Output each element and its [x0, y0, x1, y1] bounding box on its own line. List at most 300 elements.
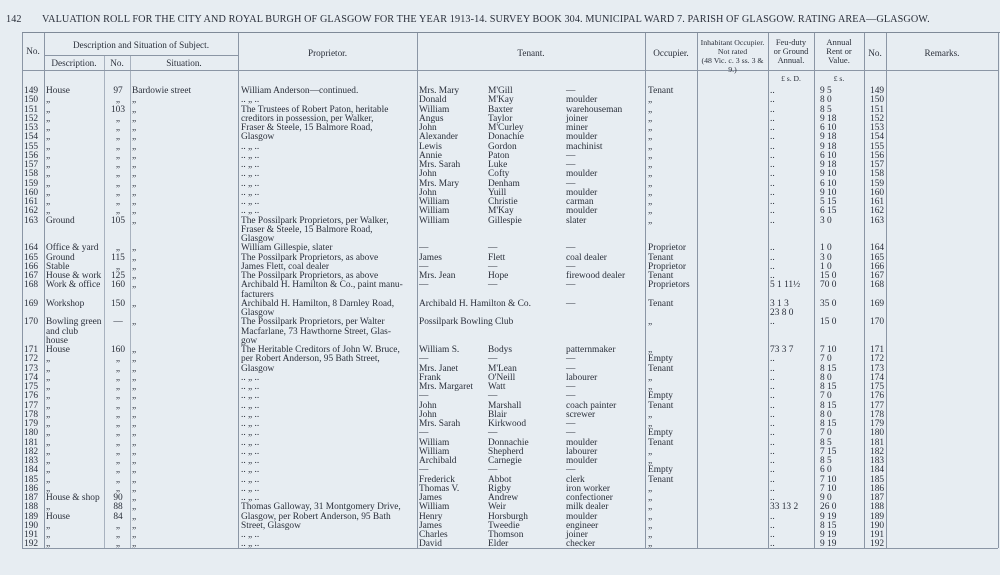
entry-description: „ [46, 113, 51, 124]
entry-tenant-occupation: coach painter [566, 400, 617, 411]
entry-description: „ [46, 465, 51, 476]
entry-number: 159 [24, 178, 39, 189]
entry-proprietor: .. „ .. [241, 456, 260, 466]
entry-tenant-occupation: — [566, 86, 576, 96]
entry-situation: „ [132, 474, 137, 485]
entry-tenant-occupation: warehouseman [566, 104, 623, 115]
entry-annual-rent: 9 5 [820, 86, 832, 96]
entry-number: 180 [24, 428, 39, 439]
entry-tenant-occupation: patternmaker [566, 345, 616, 355]
entry-number-right: 172 [870, 354, 885, 365]
entry-occupier: Tenant [648, 252, 674, 263]
entry-number-right: 185 [870, 474, 885, 485]
entry-street-number: „ [115, 169, 121, 180]
entry-street-number: „ [115, 474, 121, 485]
entry-tenant-first: Charles [419, 530, 448, 540]
entry-number-right: 187 [870, 493, 885, 503]
entry-situation: „ [132, 437, 137, 448]
entry-feu-duty: .. [770, 197, 775, 207]
entry-annual-rent: 15 0 [820, 317, 837, 328]
entry-tenant-first: James [419, 252, 442, 263]
entry-description: „ [46, 372, 51, 383]
entry-tenant-first: John [419, 123, 437, 133]
entry-feu-duty: .. [770, 123, 775, 133]
entry-number: 164 [24, 243, 39, 254]
entry-proprietor: .. „ .. [241, 483, 260, 494]
entry-street-number: „ [115, 428, 121, 439]
entry-description: „ [46, 187, 51, 198]
inhabitant-line2: Not rated [717, 47, 748, 56]
entry-number: 149 [24, 86, 39, 96]
entry-description: „ [46, 363, 51, 374]
entry-number-right: 163 [870, 215, 885, 226]
entry-occupier: „ [648, 409, 653, 420]
entry-tenant-occupation: checker [566, 539, 596, 550]
subhead-rule [44, 55, 238, 56]
entry-proprietor: per Robert Anderson, 95 Bath Street, [241, 354, 380, 365]
entry-occupier: „ [648, 317, 653, 328]
entry-tenant-occupation: — [566, 261, 576, 272]
entry-proprietor: Street, Glasgow [241, 520, 301, 531]
entry-tenant-occupation: joiner [566, 530, 588, 540]
entry-situation: „ [132, 197, 137, 207]
entry-number-right: 161 [870, 197, 885, 207]
entry-proprietor: Glasgow [241, 234, 275, 244]
entry-annual-rent: 8 0 [820, 372, 832, 383]
entry-number: 155 [24, 141, 39, 152]
entry-annual-rent: 7 10 [820, 474, 837, 485]
entry-tenant-first: Archibald [419, 456, 457, 466]
entry-occupier: Tenant [648, 86, 674, 96]
entry-annual-rent: 9 0 [820, 493, 832, 503]
entry-number: 177 [24, 400, 39, 411]
entry-feu-duty: 5 1 11½ [770, 280, 801, 291]
entry-feu-duty: .. [770, 530, 775, 540]
entry-tenant-occupation: — [566, 298, 576, 309]
entry-tenant-last: Denham [488, 178, 520, 189]
rent-line3: Value. [828, 55, 850, 65]
entry-number-right: 170 [870, 317, 885, 328]
entry-description: Ground [46, 252, 75, 263]
entry-description: „ [46, 197, 51, 207]
entry-proprietor: .. „ .. [241, 187, 260, 198]
entry-description: Workshop [46, 298, 85, 309]
entry-occupier: „ [648, 104, 653, 115]
entry-feu-duty: .. [770, 474, 775, 485]
entry-number: 188 [24, 502, 39, 513]
entry-number-right: 177 [870, 400, 885, 411]
entry-number-right: 168 [870, 280, 885, 291]
entry-tenant-occupation: iron worker [566, 483, 610, 494]
entry-feu-duty: .. [770, 400, 775, 411]
entry-situation: „ [132, 150, 137, 161]
entry-annual-rent: 70 0 [820, 280, 837, 291]
entry-tenant-first: Mrs. Sarah [419, 419, 461, 429]
entry-number: 160 [24, 187, 39, 198]
entry-number-right: 178 [870, 409, 885, 420]
entry-tenant-last: M'Kay [488, 95, 514, 106]
entry-feu-duty: .. [770, 206, 775, 217]
entry-tenant-first: William [419, 215, 450, 226]
entry-tenant-first: Frederick [419, 474, 455, 485]
entry-tenant-occupation: confectioner [566, 493, 613, 503]
entry-annual-rent: 8 15 [820, 363, 837, 374]
entry-feu-duty: .. [770, 437, 775, 448]
feu-line3: Annual. [777, 56, 805, 65]
entry-occupier: „ [648, 132, 653, 143]
feu-line1: Feu-duty [775, 38, 807, 47]
entry-situation: „ [132, 243, 137, 254]
entry-annual-rent: 9 19 [820, 511, 837, 522]
entry-proprietor: .. „ .. [241, 419, 260, 429]
entry-tenant-first: Donald [419, 95, 447, 106]
entry-street-number: „ [115, 400, 121, 411]
entry-number-right: 173 [870, 363, 885, 374]
entry-proprietor: Archibald H. Hamilton & Co., paint manu- [241, 280, 403, 291]
entry-tenant-occupation: moulder [566, 187, 598, 198]
entry-street-number: „ [115, 409, 121, 420]
entry-description: and club [46, 326, 79, 337]
roll-title: VALUATION ROLL FOR THE CITY AND ROYAL BURGH OF GLASGOW FOR THE YEAR 1913-14. SURVEY BOOK 304. MUNICIPAL WARD 7. PARISH OF GLASGOW. RATING AREA—GLASGOW. [42, 14, 930, 25]
col-header-occupier: Occupier. [653, 48, 689, 58]
entry-description: „ [46, 206, 51, 217]
entry-tenant-first: Frank [419, 372, 441, 383]
entry-proprietor: Fraser & Steele, 15 Balmore Road, [241, 123, 373, 133]
entry-tenant-first: — [419, 280, 429, 291]
entry-feu-duty: .. [770, 493, 775, 503]
entry-number-right: 174 [870, 372, 885, 383]
entry-street-number: „ [115, 113, 121, 124]
entry-proprietor: .. „ .. [241, 141, 260, 152]
entry-number-right: 169 [870, 298, 885, 309]
entry-tenant-first: Possilpark Bowling Club [419, 317, 514, 328]
entry-tenant-occupation: moulder [566, 132, 598, 143]
entry-situation: „ [132, 187, 137, 198]
entry-tenant-occupation: labourer [566, 372, 598, 383]
entry-number-right: 158 [870, 169, 885, 180]
entry-proprietor: Glasgow [241, 308, 275, 318]
entry-tenant-first: Mrs. Janet [419, 363, 459, 374]
col-header-proprietor: Proprietor. [307, 48, 348, 58]
entry-street-number: „ [115, 160, 121, 170]
entry-tenant-first: Annie [419, 150, 442, 161]
entry-occupier: „ [648, 113, 653, 124]
entry-tenant-first: Mrs. Jean [419, 271, 456, 281]
entry-number-right: 179 [870, 419, 885, 429]
entry-tenant-occupation: — [566, 391, 576, 402]
entry-tenant-first: William [419, 206, 450, 217]
entry-situation: „ [132, 298, 137, 309]
entry-number-right: 165 [870, 252, 885, 263]
entry-tenant-last: Watt [488, 382, 506, 392]
entry-tenant-last: M'Kay [488, 206, 514, 217]
col-rule [864, 33, 865, 548]
entry-street-number: 97 [113, 86, 123, 96]
entry-street-number: 105 [110, 215, 126, 226]
entry-annual-rent: 8 0 [820, 95, 832, 106]
entry-number-right: 153 [870, 123, 885, 133]
entry-number: 174 [24, 372, 39, 383]
entry-proprietor: William Gillespie, slater [241, 243, 333, 254]
entry-tenant-first: Henry [419, 511, 443, 522]
entry-number: 170 [24, 317, 39, 328]
entry-number: 185 [24, 474, 39, 485]
entry-number: 167 [24, 271, 39, 281]
page-number: 142 [6, 14, 22, 25]
entry-street-number: „ [115, 150, 121, 161]
col-header-description: Description. [51, 58, 97, 68]
entry-occupier: „ [648, 483, 653, 494]
entry-situation: „ [132, 446, 137, 457]
entry-feu-duty: .. [770, 520, 775, 531]
entry-annual-rent: 6 15 [820, 206, 837, 217]
entry-occupier: „ [648, 520, 653, 531]
entry-proprietor: .. „ .. [241, 160, 260, 170]
entry-tenant-first: John [419, 400, 437, 411]
entry-tenant-last: Rigby [488, 483, 511, 494]
entry-feu-duty: .. [770, 539, 775, 550]
entry-tenant-last: Weir [488, 502, 506, 513]
entry-number: 176 [24, 391, 39, 402]
entry-proprietor: .. „ .. [241, 493, 260, 503]
entry-annual-rent: 8 15 [820, 520, 837, 531]
entry-number-right: 160 [870, 187, 885, 198]
entry-annual-rent: 7 15 [820, 446, 837, 457]
entry-description: „ [46, 141, 51, 152]
entry-tenant-last: Andrew [488, 493, 519, 503]
entry-feu-duty: .. [770, 317, 775, 328]
header-rule [22, 32, 1000, 33]
entry-number: 183 [24, 456, 39, 466]
entry-occupier: Empty [648, 354, 673, 365]
entry-tenant-occupation: coal dealer [566, 252, 607, 263]
entry-description: „ [46, 428, 51, 439]
entry-tenant-last: — [488, 261, 498, 272]
entry-number-right: 181 [870, 437, 885, 448]
entry-situation: „ [132, 382, 137, 392]
entry-description: „ [46, 95, 51, 106]
entry-number: 191 [24, 530, 39, 540]
entry-street-number: „ [115, 446, 121, 457]
entry-number: 181 [24, 437, 39, 448]
entry-street-number: „ [115, 363, 121, 374]
entry-tenant-occupation: screwer [566, 409, 596, 420]
entry-tenant-first: John [419, 409, 437, 420]
entry-situation: „ [132, 123, 137, 133]
entry-number: 161 [24, 197, 39, 207]
entry-feu-duty: .. [770, 113, 775, 124]
entry-tenant-first: William [419, 446, 450, 457]
entry-street-number: „ [115, 187, 121, 198]
entry-description: „ [46, 502, 51, 513]
rent-units: £ s. [833, 74, 845, 83]
entry-tenant-occupation: — [566, 465, 576, 476]
entry-street-number: 90 [113, 493, 123, 503]
entry-occupier: „ [648, 160, 653, 170]
entry-proprietor: .. „ .. [241, 169, 260, 180]
entry-proprietor: facturers [241, 289, 274, 300]
entry-occupier: „ [648, 539, 653, 550]
entry-tenant-last: Thomson [488, 530, 524, 540]
entry-occupier: „ [648, 141, 653, 152]
entry-annual-rent: 8 0 [820, 409, 832, 420]
entry-proprietor: gow [241, 335, 258, 346]
entry-tenant-first: William S. [419, 345, 460, 355]
entry-situation: „ [132, 354, 137, 365]
col-rule [238, 33, 239, 548]
entry-feu-duty: .. [770, 150, 775, 161]
entry-street-number: „ [115, 141, 121, 152]
entry-tenant-occupation: moulder [566, 456, 598, 466]
entry-feu-duty: .. [770, 169, 775, 180]
col-rule [417, 33, 418, 548]
entry-proprietor: .. „ .. [241, 372, 260, 383]
entry-tenant-occupation: labourer [566, 446, 598, 457]
entry-situation: „ [132, 252, 137, 263]
entry-number-right: 156 [870, 150, 885, 161]
entry-street-number: 103 [110, 104, 126, 115]
entry-situation: „ [132, 141, 137, 152]
entry-description: „ [46, 169, 51, 180]
entry-street-number: „ [115, 520, 121, 531]
entry-tenant-first: David [419, 539, 442, 550]
entry-number: 184 [24, 465, 39, 476]
entry-description: „ [46, 382, 51, 392]
entry-occupier: „ [648, 178, 653, 189]
entry-feu-duty: 33 13 2 [770, 502, 799, 513]
entry-proprietor: Thomas Galloway, 31 Montgomery Drive, [241, 502, 401, 513]
entry-proprietor: creditors in possession, per Walker, [241, 113, 374, 124]
entry-street-number: 160 [110, 345, 126, 355]
entry-occupier: „ [648, 502, 653, 513]
col-header-inhabitant [697, 38, 768, 74]
feu-line2: or Ground [773, 47, 809, 56]
entry-situation: „ [132, 345, 137, 355]
entry-tenant-last: — [488, 391, 498, 402]
entry-number: 189 [24, 511, 39, 522]
entry-description: „ [46, 474, 51, 485]
entry-number-right: 154 [870, 132, 885, 143]
entry-tenant-occupation: engineer [566, 520, 599, 531]
entry-situation: „ [132, 261, 137, 272]
col-rule [768, 33, 769, 548]
entry-proprietor: Glasgow [241, 363, 275, 374]
entry-annual-rent: 5 15 [820, 197, 837, 207]
entry-street-number: „ [115, 372, 121, 383]
entry-tenant-last: — [488, 243, 498, 254]
entry-situation: „ [132, 502, 137, 513]
entry-annual-rent: 1 0 [820, 261, 832, 272]
entry-street-number: „ [115, 197, 121, 207]
entry-street-number: „ [115, 419, 121, 429]
entry-situation: „ [132, 317, 137, 328]
entry-number-right: 166 [870, 261, 885, 272]
entry-situation: „ [132, 132, 137, 143]
entry-tenant-first: Angus [419, 113, 444, 124]
entry-tenant-first: — [419, 261, 429, 272]
entry-situation: „ [132, 539, 137, 550]
entry-number: 182 [24, 446, 39, 457]
entry-street-number: „ [115, 465, 121, 476]
entry-street-number: „ [115, 530, 121, 540]
entry-proprietor: William Anderson—continued. [241, 86, 359, 96]
entry-description: „ [46, 456, 51, 466]
entry-proprietor: .. „ .. [241, 391, 260, 402]
entry-feu-duty: .. [770, 446, 775, 457]
entry-description: „ [46, 132, 51, 143]
entry-feu-duty: .. [770, 215, 775, 226]
entry-number: 162 [24, 206, 39, 217]
col-header-no: No. [26, 46, 40, 56]
entry-feu-duty: .. [770, 483, 775, 494]
entry-tenant-last: — [488, 354, 498, 365]
entry-proprietor: Fraser & Steele, 15 Balmore Road, [241, 224, 373, 235]
entry-number: 171 [24, 345, 39, 355]
entry-tenant-last: Shepherd [488, 446, 524, 457]
entry-annual-rent: 8 15 [820, 400, 837, 411]
entry-tenant-first: Alexander [419, 132, 459, 143]
entry-annual-rent: 3 0 [820, 252, 832, 263]
entry-tenant-occupation: milk dealer [566, 502, 609, 513]
entry-tenant-last: M'Curley [488, 123, 524, 133]
entry-street-number: „ [115, 391, 121, 402]
entry-tenant-occupation: slater [566, 215, 587, 226]
entry-street-number: 160 [110, 280, 126, 291]
col-header-no2: No. [868, 48, 882, 58]
entry-occupier: „ [648, 419, 653, 429]
col-header-feu [768, 38, 814, 65]
entry-occupier: „ [648, 345, 653, 355]
entry-proprietor: Glasgow [241, 132, 275, 143]
entry-tenant-last: Bodys [488, 345, 512, 355]
entry-tenant-occupation: moulder [566, 437, 598, 448]
entry-street-number: — [113, 317, 123, 328]
entry-occupier: „ [648, 372, 653, 383]
entry-occupier: „ [648, 95, 653, 106]
entry-tenant-occupation: moulder [566, 511, 598, 522]
entry-description: House [46, 345, 70, 355]
entry-description: Work & office [46, 280, 101, 291]
entry-description: „ [46, 150, 51, 161]
entry-number-right: 189 [870, 511, 885, 522]
entry-tenant-last: Carnegie [488, 456, 522, 466]
entry-tenant-occupation: — [566, 354, 576, 365]
entry-street-number: „ [115, 456, 121, 466]
entry-tenant-first: — [419, 354, 429, 365]
entry-proprietor: .. „ .. [241, 437, 260, 448]
entry-feu-duty: .. [770, 252, 775, 263]
entry-situation: „ [132, 280, 137, 291]
entry-tenant-last: M'Lean [488, 363, 517, 374]
entry-tenant-first: William [419, 104, 450, 115]
entry-tenant-first: Thomas V. [419, 483, 460, 494]
entry-annual-rent: 8 15 [820, 382, 837, 392]
entry-annual-rent: 9 18 [820, 113, 837, 124]
entry-number-right: 183 [870, 456, 885, 466]
entry-annual-rent: 35 0 [820, 298, 837, 309]
entry-annual-rent: 7 0 [820, 354, 832, 365]
entry-number: 153 [24, 123, 39, 133]
entry-tenant-first: — [419, 391, 429, 402]
entry-situation: „ [132, 511, 137, 522]
entry-number-right: 151 [870, 104, 885, 115]
entry-feu-duty: .. [770, 132, 775, 143]
entry-number: 168 [24, 280, 39, 291]
entry-proprietor: Archibald H. Hamilton, 8 Darnley Road, [241, 298, 395, 309]
entry-tenant-occupation: firewood dealer [566, 271, 626, 281]
entry-street-number: „ [115, 95, 121, 106]
entry-feu-duty: .. [770, 465, 775, 476]
